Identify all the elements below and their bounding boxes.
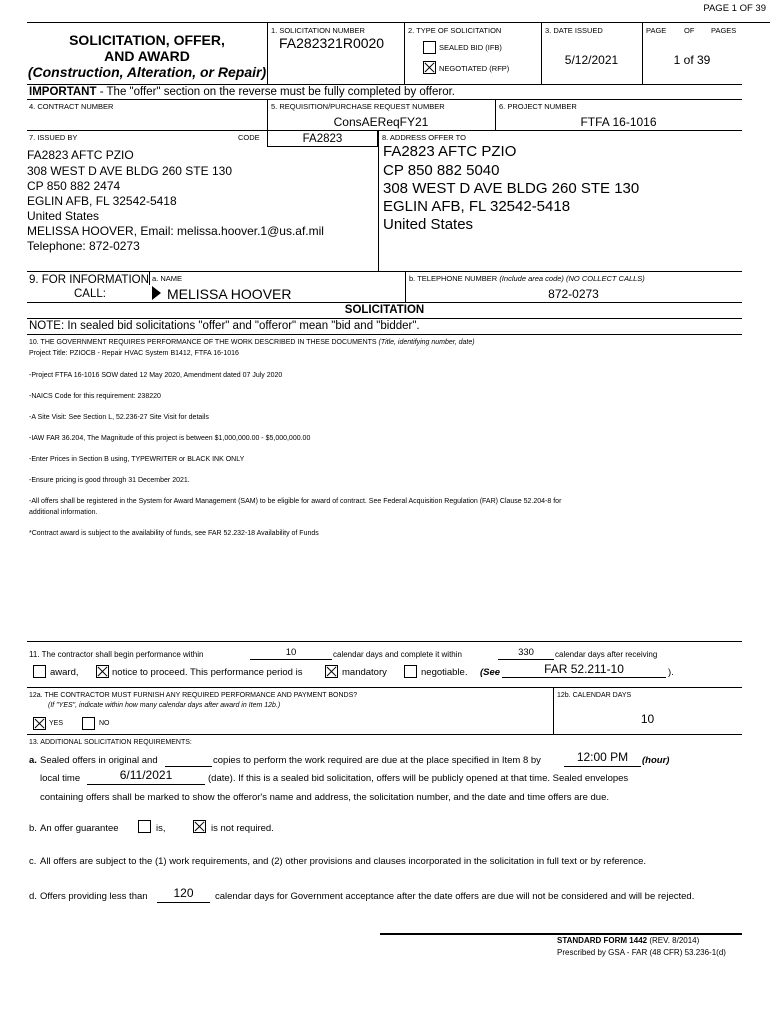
list-item: *Contract award is subject to the availability of funds, see FAR 52.232-18 Availability of Funds bbox=[29, 530, 319, 537]
list-item: -A Site Visit: See Section L, 52.236-27 Site Visit for details bbox=[29, 414, 209, 421]
item-a-text4: containing offers shall be marked to show the offeror's name and address, the solicitation number, and the date and time offers are due. bbox=[40, 792, 609, 803]
important-notice: IMPORTANT - The "offer" section on the reverse must be fully completed by offeror. bbox=[29, 86, 455, 98]
solicitation-number-value[interactable]: FA282321R0020 bbox=[279, 35, 385, 51]
solicitation-section-header: SOLICITATION bbox=[344, 304, 425, 316]
form-title-line2: AND AWARD bbox=[104, 48, 190, 64]
item-d-text1: Offers providing less than bbox=[40, 891, 148, 902]
negotiable-checkbox[interactable] bbox=[404, 665, 417, 678]
requisition-number-label: 5. REQUISITION/PURCHASE REQUEST NUMBER bbox=[271, 102, 445, 111]
pages-label: PAGES bbox=[711, 26, 737, 35]
for-information-call-label: CALL: bbox=[74, 288, 106, 300]
item-a-text1: Sealed offers in original and bbox=[40, 755, 158, 766]
bonds-question-label: 12a. THE CONTRACTOR MUST FURNISH ANY REQUIRED PERFORMANCE AND PAYMENT BONDS? bbox=[29, 692, 358, 699]
issued-by-line: CP 850 882 2474 bbox=[27, 179, 121, 193]
bonds-yes-label: YES bbox=[49, 720, 64, 727]
form-title-line1: SOLICITATION, OFFER, bbox=[69, 32, 225, 48]
issued-by-line: United States bbox=[27, 209, 100, 223]
offer-guarantee-not-required-label: is not required. bbox=[211, 823, 274, 834]
notice-to-proceed-label: notice to proceed. This performance period is bbox=[112, 667, 303, 678]
work-description-label: 10. THE GOVERNMENT REQUIRES PERFORMANCE OF THE WORK DESCRIBED IN THESE DOCUMENTS (Title, identifying number, date) bbox=[29, 339, 475, 346]
issued-by-line: MELISSA HOOVER, Email: melissa.hoover.1@us.af.mil bbox=[27, 224, 324, 238]
sealed-bid-note: NOTE: In sealed bid solicitations "offer" and "offeror" mean "bid and "bidder". bbox=[29, 320, 420, 332]
project-title: Project Title: PZIOCB - Repair HVAC System B1412, FTFA 16-1016 bbox=[29, 350, 239, 357]
local-time-label: local time bbox=[40, 773, 81, 784]
award-label: award, bbox=[50, 667, 79, 678]
address-offer-line: CP 850 882 5040 bbox=[383, 162, 500, 179]
offer-guarantee-is-label: is, bbox=[156, 823, 166, 834]
issued-by-line: EGLIN AFB, FL 32542-5418 bbox=[27, 194, 177, 208]
offer-guarantee-not-required-checkbox[interactable] bbox=[193, 820, 206, 833]
sealed-bid-label: SEALED BID (IFB) bbox=[439, 43, 502, 52]
mandatory-checkbox[interactable] bbox=[325, 665, 338, 678]
form-number: STANDARD FORM 1442 (REV. 8/2014) bbox=[557, 936, 700, 945]
notice-to-proceed-checkbox[interactable] bbox=[96, 665, 109, 678]
due-time-value[interactable]: 12:00 PM bbox=[576, 750, 629, 764]
solicitation-type-label: 2. TYPE OF SOLICITATION bbox=[408, 26, 502, 35]
list-item: -IAW FAR 36.204, The Magnitude of this project is between $1,000,000.00 - $5,000,000.00 bbox=[29, 435, 311, 442]
page-of-label: PAGE 1 OF 39 bbox=[703, 3, 766, 14]
award-checkbox[interactable] bbox=[33, 665, 46, 678]
due-time-hour-label: (hour) bbox=[642, 755, 670, 766]
sealed-bid-checkbox[interactable] bbox=[423, 41, 436, 54]
date-issued-value[interactable]: 5/12/2021 bbox=[564, 53, 619, 67]
list-item: -Project FTFA 16-1016 SOW dated 12 May 2020, Amendment dated 07 July 2020 bbox=[29, 372, 283, 379]
see-close: ). bbox=[668, 667, 674, 678]
bonds-question-note: (If "YES", indicate within how many calendar days after award in Item 12b.) bbox=[48, 702, 281, 709]
performance-complete-days[interactable]: 330 bbox=[518, 647, 534, 658]
performance-text-1: 11. The contractor shall begin performance within bbox=[29, 650, 204, 659]
list-item: -Ensure pricing is good through 31 December 2021. bbox=[29, 477, 190, 484]
item-d-letter: d. bbox=[29, 891, 37, 902]
item-c-letter: c. bbox=[29, 856, 37, 867]
contact-name-label: a. NAME bbox=[152, 274, 183, 283]
due-date-value[interactable]: 6/11/2021 bbox=[119, 768, 173, 782]
item-a-text2: copies to perform the work required are due at the place specified in Item 8 by bbox=[213, 755, 541, 766]
contact-name-value[interactable]: MELISSA HOOVER bbox=[167, 286, 292, 302]
negotiable-label: negotiable. bbox=[421, 667, 468, 678]
contract-number-label: 4. CONTRACT NUMBER bbox=[29, 102, 114, 111]
see-label: (See bbox=[480, 667, 501, 678]
address-offer-line: FA2823 AFTC PZIO bbox=[383, 143, 517, 160]
arrow-right-icon bbox=[152, 286, 161, 300]
project-number-value[interactable]: FTFA 16-1016 bbox=[580, 115, 657, 129]
address-offer-line: EGLIN AFB, FL 32542-5418 bbox=[383, 198, 571, 215]
offer-guarantee-is-checkbox[interactable] bbox=[138, 820, 151, 833]
date-issued-label: 3. DATE ISSUED bbox=[545, 26, 603, 35]
list-item: -All offers shall be registered in the System for Award Management (SAM) to be eligible for award of contract. See Federal Acquisition Regulation (FAR) Clause 52.204-8 for bbox=[29, 498, 562, 505]
item-a-text3: (date). If this is a sealed bid solicitation, offers will be publicly opened at that time. Sealed envelopes bbox=[208, 773, 629, 784]
item-d-text2: calendar days for Government acceptance after the date offers are due will not be considered and will be rejected. bbox=[215, 891, 695, 902]
form-title-line3: (Construction, Alteration, or Repair) bbox=[27, 64, 267, 80]
performance-text-3: calendar days after receiving bbox=[555, 650, 658, 659]
issued-by-code-box bbox=[267, 131, 378, 147]
issued-by-line: 308 WEST D AVE BLDG 260 STE 130 bbox=[27, 164, 232, 178]
issued-by-line: Telephone: 872-0273 bbox=[27, 239, 140, 253]
performance-text-2: calendar days and complete it within bbox=[333, 650, 462, 659]
page-count-value: 1 of 39 bbox=[673, 53, 711, 67]
list-item: -NAICS Code for this requirement: 238220 bbox=[29, 393, 161, 400]
requisition-number-value[interactable]: ConsAEReqFY21 bbox=[333, 115, 429, 129]
item-b-letter: b. bbox=[29, 823, 37, 834]
acceptance-days-value[interactable]: 120 bbox=[173, 886, 194, 900]
calendar-days-label: 12b. CALENDAR DAYS bbox=[557, 692, 632, 699]
project-number-label: 6. PROJECT NUMBER bbox=[499, 102, 577, 111]
bonds-no-label: NO bbox=[99, 720, 110, 727]
issued-by-code-value[interactable]: FA2823 bbox=[302, 133, 343, 145]
issued-by-label: 7. ISSUED BY bbox=[29, 133, 78, 142]
item-a-letter: a. bbox=[29, 755, 37, 766]
mandatory-label: mandatory bbox=[342, 667, 387, 678]
solicitation-number-label: 1. SOLICITATION NUMBER bbox=[271, 26, 365, 35]
address-offer-to-label: 8. ADDRESS OFFER TO bbox=[382, 133, 466, 142]
performance-begin-days[interactable]: 10 bbox=[285, 647, 297, 658]
issued-by-code-label: CODE bbox=[238, 133, 260, 142]
list-item: additional information. bbox=[29, 509, 98, 516]
address-offer-line: 308 WEST D AVE BLDG 260 STE 130 bbox=[383, 180, 640, 197]
form-prescribed-by: Prescribed by GSA - FAR (48 CFR) 53.236-1(d) bbox=[557, 948, 726, 957]
address-offer-line: United States bbox=[383, 216, 474, 233]
see-reference-value[interactable]: FAR 52.211-10 bbox=[544, 662, 624, 676]
additional-requirements-label: 13. ADDITIONAL SOLICITATION REQUIREMENTS: bbox=[29, 739, 192, 746]
page-label: PAGE bbox=[646, 26, 667, 35]
bonds-yes-checkbox[interactable] bbox=[33, 717, 46, 730]
calendar-days-value[interactable]: 10 bbox=[640, 712, 655, 726]
item-b-text: An offer guarantee bbox=[40, 823, 119, 834]
list-item: -Enter Prices in Section B using, TYPEWRITER or BLACK INK ONLY bbox=[29, 456, 245, 463]
contact-phone-value[interactable]: 872-0273 bbox=[548, 287, 599, 301]
issued-by-line: FA2823 AFTC PZIO bbox=[27, 148, 134, 162]
bonds-no-checkbox[interactable] bbox=[82, 717, 95, 730]
contact-phone-label: b. TELEPHONE NUMBER (Include area code) (NO COLLECT CALLS) bbox=[409, 274, 645, 283]
for-information-label: 9. FOR INFORMATION bbox=[29, 274, 149, 286]
negotiated-label: NEGOTIATED (RFP) bbox=[439, 64, 510, 73]
negotiated-checkbox[interactable] bbox=[423, 61, 436, 74]
item-c-text: All offers are subject to the (1) work requirements, and (2) other provisions and clauses incorporated in the solicitation in full text or by reference. bbox=[40, 856, 647, 867]
form-top-border bbox=[27, 22, 770, 23]
page-of-word: OF bbox=[684, 26, 695, 35]
